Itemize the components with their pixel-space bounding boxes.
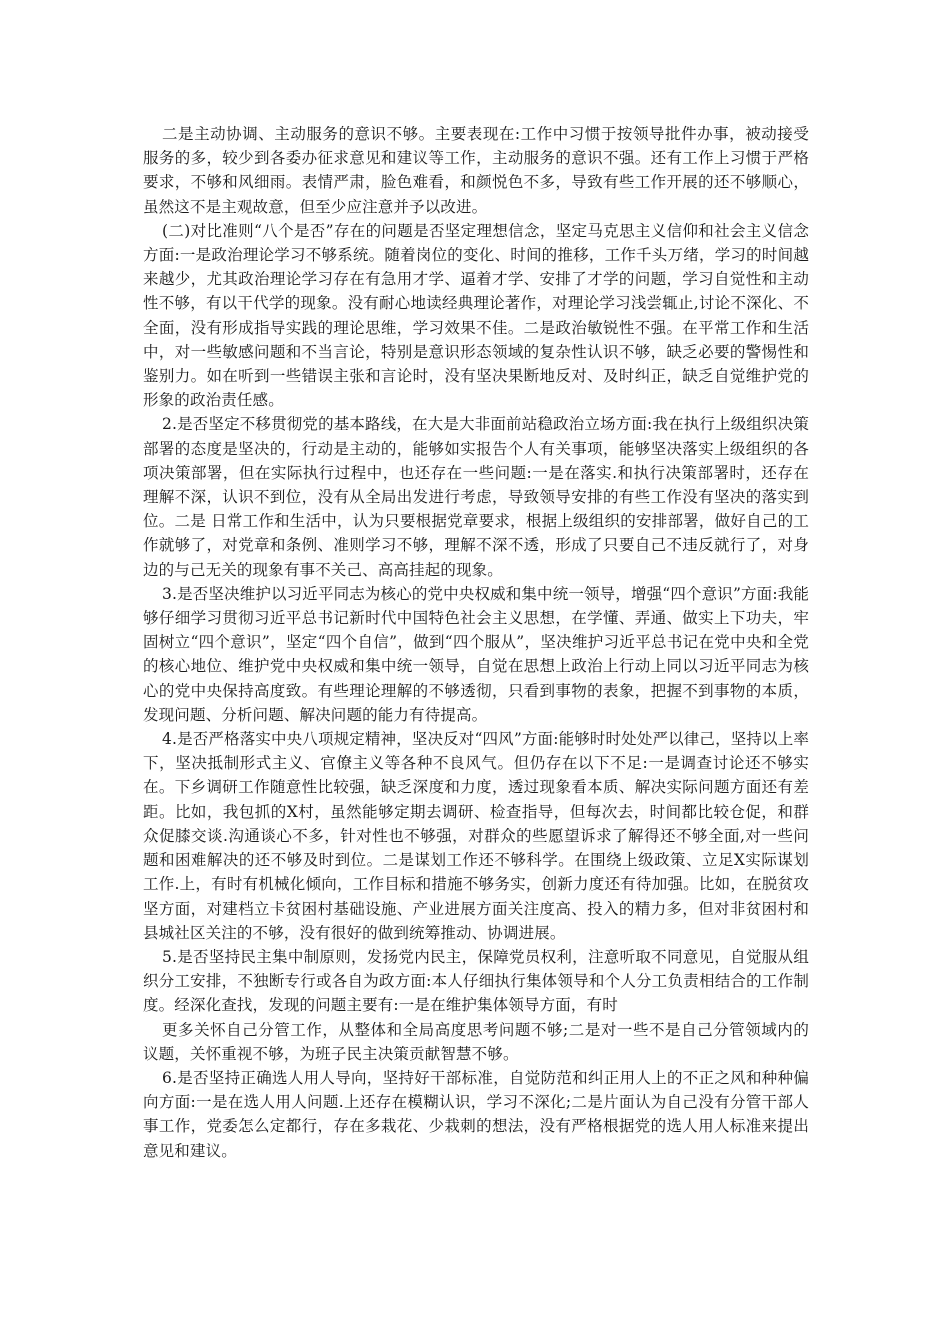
paragraph-democratic-centralism-continued: 更多关怀自己分管工作，从整体和全局高度思考问题不够;二是对一些不是自己分管领域内的议题，关怀重视不够，为班子民主决策贡献智慧不够。 — [143, 1020, 809, 1063]
paragraph-democratic-centralism: 5.是否坚持民主集中制原则，发扬党内民主，保障党员权利，注意听取不同意见，自觉服从组织分工安排，不独断专行或各自为政方面:本人仔细执行集体领导和个人分工负责相结合的工作制度。经深化查找，发现的问题主要有:一是在维护集体领导方面，有时 — [143, 947, 809, 1015]
paragraph-ideals-beliefs: (二)对比准则“八个是否”存在的问题是否坚定理想信念，坚定马克思主义信仰和社会主义信念方面:一是政治理论学习不够系统。随着岗位的变化、时间的推移，工作千头万绪，学习的时间越来越少，尤其政治理论学习存在有急用才学、逼着才学、安排了才学的问题，学习自觉性和主动性不够，有以干代学的现象。没有耐心地读经典理论著作，对理论学习浅尝辄止,讨论不深化、不全面，没有形成指导实践的理论思维，学习效果不佳。二是政治敏锐性不强。在平常工作和生活中，对一些敏感问题和不当言论，特别是意识形态领域的复杂性认识不够，缺乏必要的警惕性和鉴别力。如在听到一些错误主张和言论时，没有坚决果断地反对、及时纠正，缺乏自觉维护党的形象的政治责任感。 — [143, 221, 809, 410]
paragraph-eight-regulations: 4.是否严格落实中央八项规定精神，坚决反对“四风”方面:能够时时处处严以律己，坚持以上率下，坚决抵制形式主义、官僚主义等各种不良风气。但仍存在以下不足:一是调查讨论还不够实在。下乡调研工作随意性比较强，缺乏深度和力度，透过现象看本质、解决实际问题方面还有差距。比如，我包抓的X村，虽然能够定期去调研、检查指导，但每次去，时间都比较仓促，和群众促膝交谈.沟通谈心不多，针对性也不够强，对群众的些愿望诉求了解得还不够全面,对一些问题和困难解决的还不够及时到位。二是谋划工作还不够科学。在围绕上级政策、立足X实际谋划工作.上，有时有机械化倾向，工作目标和措施不够务实，创新力度还有待加强。比如，在脱贫攻坚方面，对建档立卡贫困村基础设施、产业进展方面关注度高、投入的精力多，但对非贫困村和县城社区关注的不够，没有很好的做到统筹推动、协调进展。 — [143, 730, 809, 942]
paragraph-service-awareness: 二是主动协调、主动服务的意识不够。主要表现在:工作中习惯于按领导批件办事，被动接受服务的多，较少到各委办征求意见和建议等工作，主动服务的意识不强。还有工作上习惯于严格要求，不够和风细雨。表情严肃，脸色难看，和颜悦色不多，导致有些工作开展的还不够顺心，虽然这不是主观故意，但至少应注意并予以改进。 — [143, 125, 809, 216]
paragraph-four-consciousness: 3.是否坚决维护以习近平同志为核心的党中央权威和集中统一领导，增强“四个意识”方面:我能够仔细学习贯彻习近平总书记新时代中国特色社会主义思想，在学懂、弄通、做实上下功夫，牢固树立“四个意识”，坚定“四个自信”，做到“四个服从”，坚决维护习近平总书记在党中央和全党的核心地位、维护党中央权威和集中统一领导，自觉在思想上政治上行动上同以习近平同志为核心的党中央保持高度致。有些理论理解的不够透彻，只看到事物的表象，把握不到事物的本质，发现问题、分析问题、解决问题的能力有待提高。 — [143, 584, 809, 724]
paragraph-party-basic-line: 2.是否坚定不移贯彻党的基本路线，在大是大非面前站稳政治立场方面:我在执行上级组织决策部署的态度是坚决的，行动是主动的，能够如实报告个人有关事项，能够坚决落实上级组织的各项决策部署，但在实际执行过程中，也还存在一些问题:一是在落实.和执行决策部署时，还存在理解不深，认识不到位，没有从全局出发进行考虑，导致领导安排的有些工作没有坚决的落实到位。二是 日常工作和生活中，认为只要根据党章要求，根据上级组织的安排部署，做好自己的工作就够了，对党章和条例、准则学习不够，理解不深不透，形成了只要自己不违反就行了，对身边的与己无关的现象有事不关己、高高挂起的现象。 — [143, 415, 809, 579]
paragraph-personnel-selection: 6.是否坚持正确选人用人导向，坚持好干部标准，自觉防范和纠正用人上的不正之风和种种偏向方面:一是在选人用人问题.上还存在模糊认识，学习不深化;二是片面认为自己没有分管干部人事工作，党委怎么定都行，存在多栽花、少栽刺的想法，没有严格根据党的选人用人标准来提出意见和建议。 — [143, 1068, 809, 1160]
document-body — [143, 122, 809, 1163]
